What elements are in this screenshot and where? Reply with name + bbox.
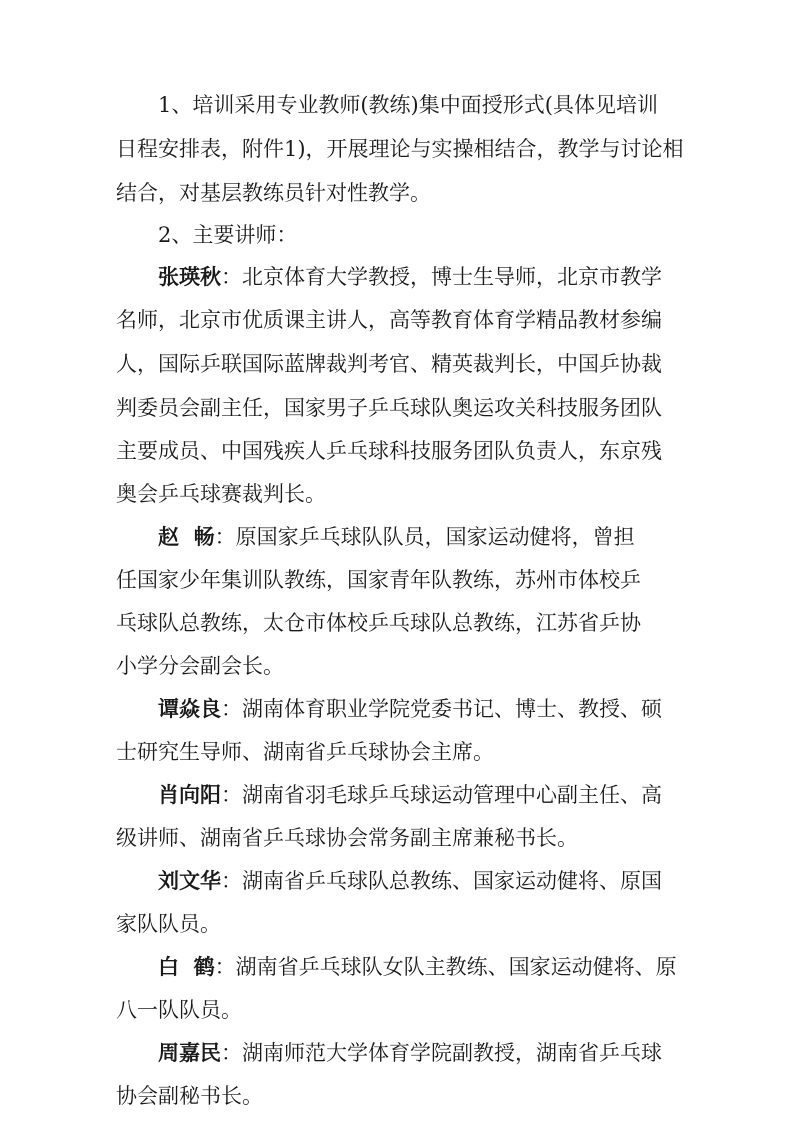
lecturer-entry-first-line [158, 781, 662, 809]
lecturer-bio-line: 人，国际乒联国际蓝牌裁判考官、精英裁判长，中国乒协裁 [116, 352, 662, 376]
lecturer-bio-line: 任国家少年集训队教练，国家青年队教练，苏州市体校乒 [116, 568, 641, 592]
lecturer-entry-first-line [158, 867, 662, 895]
lecturer-name-separator: ： [221, 783, 242, 807]
lecturer-bio-text: 湖南省乒乓球队女队主教练、国家运动健将、原 [235, 955, 677, 979]
lecturer-name: 白 鹤 [158, 955, 215, 979]
lecturer-bio-line: 八一队队员。 [116, 998, 242, 1022]
lecturer-name: 谭焱良 [158, 697, 221, 721]
lecturer-bio-text: 湖南师范大学体育学院副教授，湖南省乒乓球 [242, 1041, 662, 1065]
lecturer-name: 肖向阳 [158, 783, 221, 807]
lecturer-name-separator: ： [214, 955, 236, 979]
lecturer-bio-line: 小学分会副会长。 [116, 654, 284, 678]
lecturer-bio-line: 级讲师、湖南省乒乓球协会常务副主席兼秘书长。 [116, 826, 578, 850]
lecturer-bio-line: 家队队员。 [116, 912, 221, 936]
lecturer-bio-line: 判委员会副主任，国家男子乒乓球队奥运攻关科技服务团队 [116, 396, 662, 420]
lecturer-name-separator: ： [221, 265, 242, 289]
lecturer-name-separator: ： [221, 869, 242, 893]
lecturer-bio-text: 湖南省羽毛球乒乓球运动管理中心副主任、高 [242, 783, 662, 807]
lecturer-bio-line: 奥会乒乓球赛裁判长。 [116, 482, 326, 506]
lecturer-name: 刘文华 [158, 869, 221, 893]
lecturer-bio-line: 协会副秘书长。 [116, 1084, 263, 1108]
lecturer-entry-first-line [158, 523, 635, 551]
lecturers-heading: 2、主要讲师： [158, 223, 298, 247]
lecturer-name: 赵 畅 [158, 525, 215, 549]
lecturer-name-separator: ： [221, 697, 242, 721]
lecturer-bio-text: 湖南体育职业学院党委书记、博士、教授、硕 [242, 697, 662, 721]
lecturer-bio-text: 北京体育大学教授，博士生导师，北京市教学 [242, 265, 662, 289]
lecturer-entry-first-line [158, 953, 677, 981]
lecturer-entry-first-line [158, 1039, 662, 1067]
lecturer-bio-line: 主要成员、中国残疾人乒乓球科技服务团队负责人，东京残 [116, 439, 662, 463]
paragraph-training-line-2: 日程安排表，附件1)，开展理论与实操相结合，教学与讨论相 [116, 137, 684, 161]
paragraph-training-line-1: 1、培训采用专业教师(教练)集中面授形式(具体见培训 [158, 93, 658, 117]
lecturer-name: 张瑛秋 [158, 265, 221, 289]
lecturer-bio-text: 湖南省乒乓球队总教练、国家运动健将、原国 [242, 869, 662, 893]
lecturer-entry-first-line [158, 695, 662, 723]
lecturer-bio-line: 名师，北京市优质课主讲人，高等教育体育学精品教材参编 [116, 308, 662, 332]
lecturer-name: 周嘉民 [158, 1041, 221, 1065]
paragraph-training-line-3: 结合，对基层教练员针对性教学。 [116, 181, 431, 205]
lecturer-name-separator: ： [221, 1041, 242, 1065]
lecturer-bio-line: 乓球队总教练，太仓市体校乒乓球队总教练，江苏省乒协 [116, 611, 641, 635]
lecturer-bio-text: 原国家乒乓球队队员，国家运动健将，曾担 [235, 525, 635, 549]
lecturer-name-separator: ： [214, 525, 236, 549]
lecturer-bio-line: 士研究生导师、湖南省乒乓球协会主席。 [116, 740, 494, 764]
lecturer-entry-first-line [158, 263, 662, 291]
